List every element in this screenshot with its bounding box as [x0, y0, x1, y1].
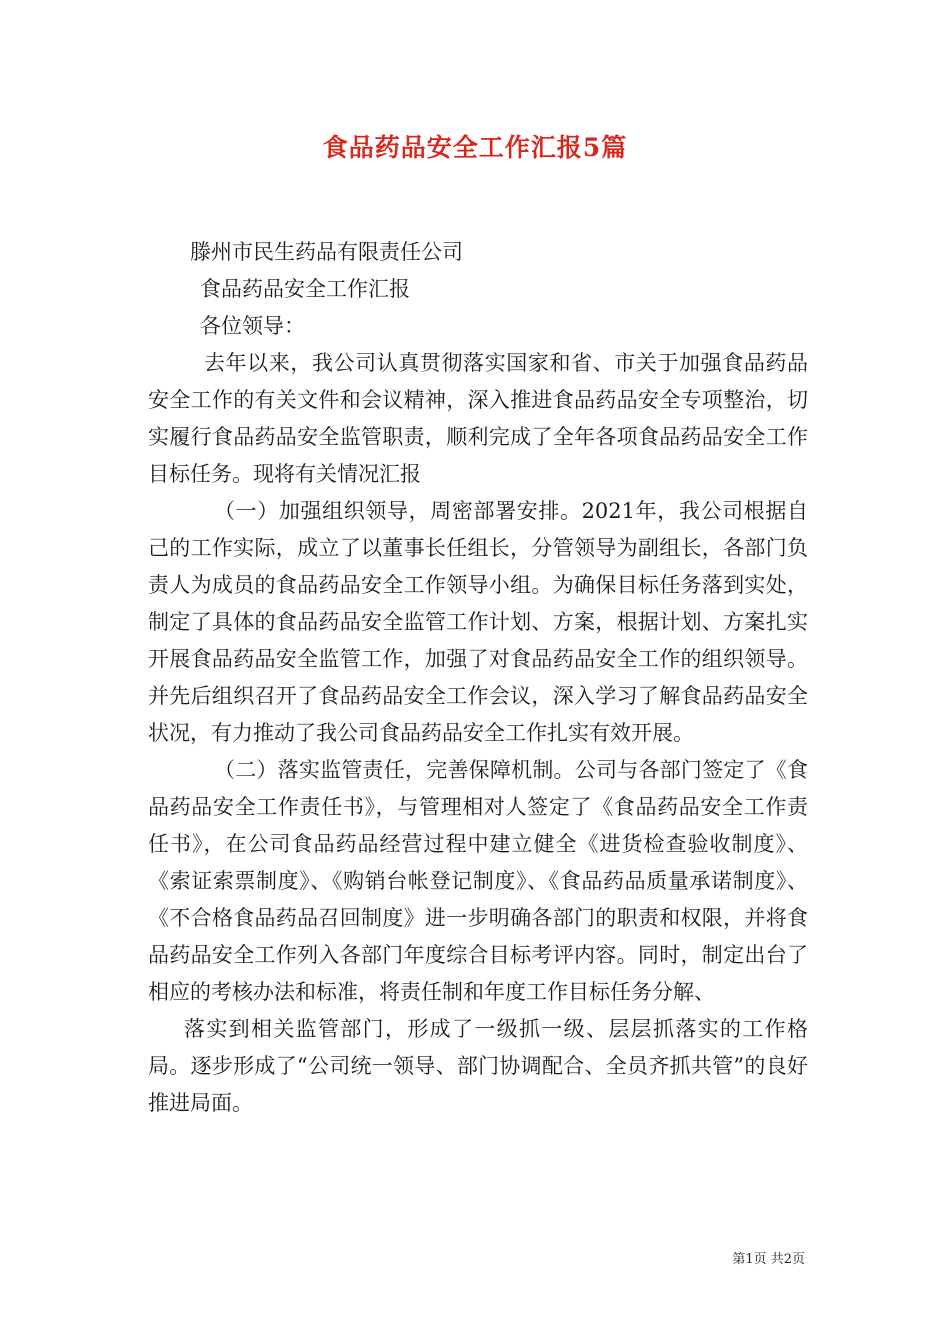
section-one-paragraph: （一）加强组织领导，周密部署安排。2021年，我公司根据自己的工作实际，成立了以董事长任组长，分管领导为副组长，各部门负责人为成员的食品药品安全工作领导小组。为确保目标任务落到实处，制定了具体的食品药品安全监管工作计划、方案，根据计划、方案扎实开展食品药品安全监管工作，加强了对食品药品安全工作的组织领导。并先后组织召开了食品药品安全工作会议，深入学习了解食品药品安全状况，有力推动了我公司食品药品安全工作扎实有效开展。: [148, 499, 808, 745]
company-name-line: 滕州市民生药品有限责任公司: [190, 240, 463, 264]
report-subtitle-line: 食品药品安全工作汇报: [200, 277, 410, 301]
salutation-line: 各位领导：: [200, 314, 305, 338]
continuation-paragraph: 落实到相关监管部门，形成了一级抓一级、层层抓落实的工作格局。逐步形成了“公司统一领导、部门协调配合、全员齐抓共管”的良好推进局面。: [148, 1017, 808, 1115]
page-number-footer: 第1页 共2页: [732, 1252, 805, 1267]
intro-paragraph: 去年以来，我公司认真贯彻落实国家和省、市关于加强食品药品安全工作的有关文件和会议精神，深入推进食品药品安全专项整治，切实履行食品药品安全监管职责，顺利完成了全年各项食品药品安全工作目标任务。现将有关情况汇报: [148, 351, 808, 486]
document-title: 食品药品安全工作汇报5篇: [322, 133, 628, 162]
section-two-paragraph: （二）落实监管责任，完善保障机制。公司与各部门签定了《食品药品安全工作责任书》，与管理相对人签定了《食品药品安全工作责任书》，在公司食品药品经营过程中建立健全《进货检查验收制度》、《索证索票制度》、《购销台帐登记制度》、《食品药品质量承诺制度》、《不合格食品药品召回制度》进一步明确各部门的职责和权限，并将食品药品安全工作列入各部门年度综合目标考评内容。同时，制定出台了相应的考核办法和标准，将责任制和年度工作目标任务分解、: [148, 758, 808, 1004]
document-body: [148, 234, 808, 1122]
